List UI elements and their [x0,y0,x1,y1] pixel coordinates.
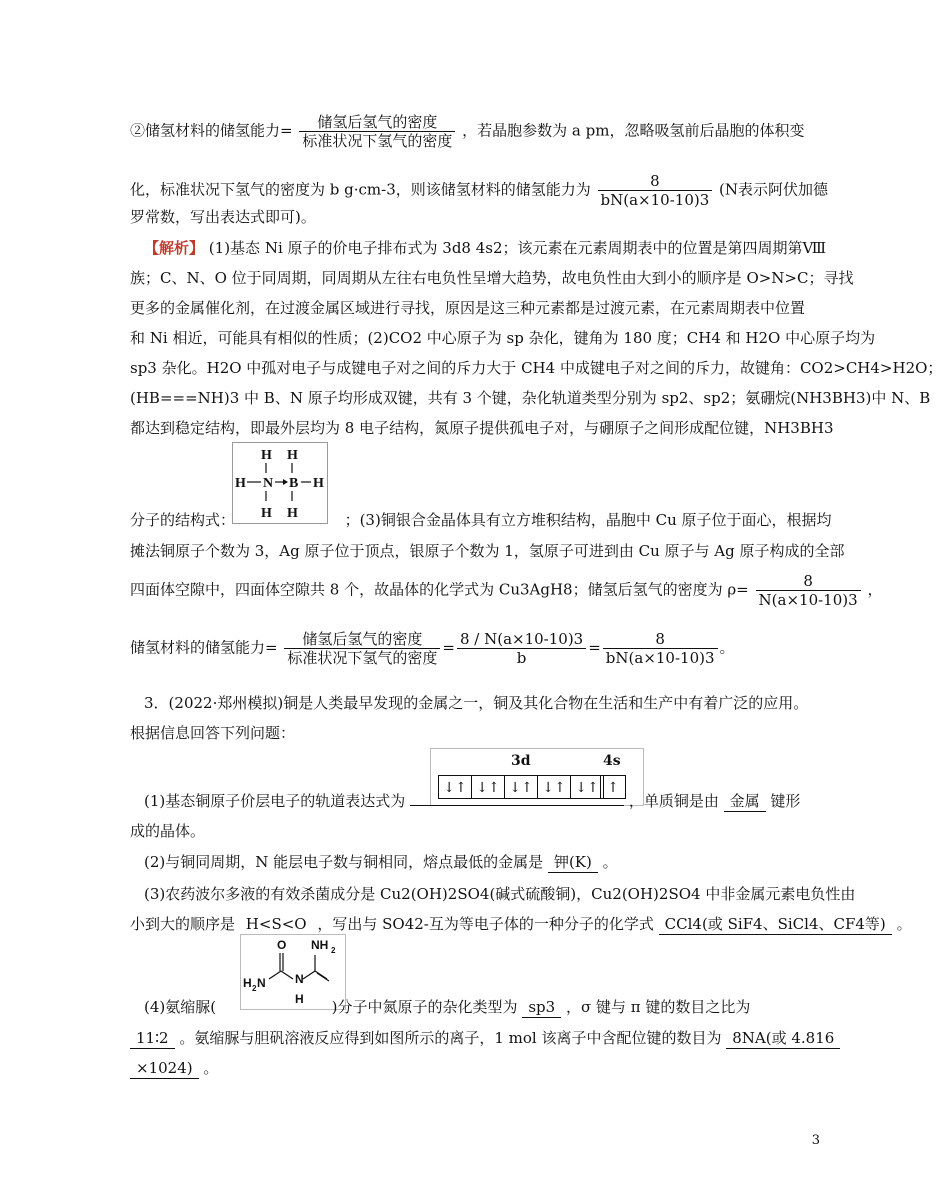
svg-text:H: H [287,448,298,463]
text: = [442,638,455,657]
answer-blank: CCl4(或 SiF4、SiCl4、CF4等) [659,914,892,935]
text: )分子中氮原子的杂化类型为 [331,998,518,1016]
question-3-part-4-cont [130,1028,840,1049]
text: 小到大的顺序是 [130,915,236,933]
svg-text:2: 2 [331,946,336,955]
fraction-capacity-2 [284,630,440,667]
question-3-part-4-cont2 [130,1058,218,1079]
question-3-line-1: 3．(2022·郑州模拟)铜是人类最早发现的金属之一，铜及其化合物在生活和生产中有着广泛的应用。 [144,694,809,712]
numerator: 8 [603,630,718,649]
question-3-part-3-cont [130,914,912,935]
numerator: 8 / N(a×10-10)3 [457,630,586,649]
denominator: b [516,649,527,667]
text: (1)基态铜原子价层电子的轨道表达式为 [144,792,406,810]
numerator: 储氢后氢气的密度 [284,630,440,649]
analysis-tag: 【解析】 [144,239,205,257]
svg-text:H: H [243,976,252,990]
text: ，若晶胞参数为 a pm，忽略吸氢前后晶胞的体积变 [462,121,805,140]
text: 。 [203,1059,219,1077]
para-line-1 [130,113,804,150]
analysis-line-1 [144,238,826,258]
svg-text:O: O [277,938,287,952]
svg-text:H: H [295,992,304,1006]
page-number: 3 [811,1133,820,1148]
text: 。 [719,638,735,657]
orbital-box: ↓↑ [504,775,538,799]
text: 。 [602,853,618,871]
orbital-label-4s: 4s [603,753,621,769]
svg-text:H: H [287,506,298,521]
text: (1)基态 Ni 原子的价电子排布式为 3d8 4s2；该元素在元素周期表中的位置是第四周期第Ⅷ [208,239,827,257]
numerator: 8 [756,572,861,591]
para-line-3: 罗常数，写出表达式即可)。 [130,208,316,226]
denominator: 标准状况下氢气的密度 [287,649,438,667]
text: 分子的结构式： [130,511,236,529]
answer-blank: ×1024) [130,1058,199,1079]
denominator: N(a×10-10)3 [758,591,858,609]
analysis-line-5: sp3 杂化。H2O 中孤对电子与成键电子对之间的斥力大于 CH4 中成键电子对之间的斥力，故键角：CO2>CH4>H2O； [130,359,943,377]
question-3-part-1 [144,791,800,812]
text: (N表示阿伏加德 [719,180,829,199]
svg-text:N: N [295,972,304,986]
svg-text:B: B [289,476,299,491]
svg-text:N: N [257,976,266,990]
text: 。 [896,915,912,933]
text: 。氨缩脲与胆矾溶液反应得到如图所示的离子，1 mol 该离子中含配位键的数目为 [179,1029,722,1047]
svg-text:H: H [261,506,272,521]
svg-text:H: H [235,476,246,491]
orbital-box-4s: ↑ [600,775,626,799]
text: (2)与铜同周期，N 能层电子数与铜相同，熔点最低的金属是 [144,853,544,871]
text: ，单质铜是由 [628,792,719,810]
text: = [588,638,601,657]
fraction-compound [457,630,586,667]
question-3-part-1-cont: 成的晶体。 [130,822,206,840]
analysis-line-7: 都达到稳定结构，即最外层均为 8 电子结构，氮原子提供孤电子对，与硼原子之间形成配位键，NH3BH3 [130,419,834,437]
fraction-answer [598,172,713,209]
fraction-density [756,572,861,609]
question-3-part-3: (3)农药波尔多液的有效杀菌成分是 Cu2(OH)2SO4(碱式硫酸铜)，Cu2(OH)2SO4 中非金属元素电负性由 [144,885,856,903]
text: ， [867,580,883,599]
analysis-line-9: 摊法铜原子个数为 3，Ag 原子位于顶点，银原子个数为 1，氢原子可进到由 Cu 原子与 Ag 原子构成的全部 [130,542,845,560]
answer-blank: 钾(K) [548,852,598,873]
orbital-box: ↓↑ [537,775,571,799]
orbital-box: ↓↑ [471,775,505,799]
svg-text:H: H [261,448,272,463]
text: (4)氨缩脲( [144,998,217,1016]
orbital-box: ↓↑ [438,775,472,799]
text: ②储氢材料的储氢能力= [130,121,293,140]
text: 储氢材料的储氢能力= [130,638,278,657]
answer-blank: sp3 [522,997,561,1018]
answer-blank: H<S<O [240,914,313,935]
text: 四面体空隙中，四面体空隙共 8 个，故晶体的化学式为 Cu3AgH8；储氢后氢气的密度为 ρ= [130,580,749,599]
numerator: 储氢后氢气的密度 [299,113,455,132]
text: ；(3)铜银合金晶体具有立方堆积结构，晶胞中 Cu 原子位于面心，根据均 [344,511,832,529]
svg-text:N: N [263,476,274,491]
svg-text:H: H [313,476,324,491]
analysis-line-2: 族；C、N、O 位于同周期，同周期从左往右电负性呈增大趋势，故电负性由大到小的顺序是 O>N>C；寻找 [130,269,854,287]
orbital-box: ↓↑ [570,775,604,799]
denominator: bN(a×10-10)3 [605,649,715,667]
answer-blank: 11∶2 [130,1028,175,1049]
fraction-capacity [299,113,455,150]
analysis-line-10 [130,572,882,609]
text: ，σ 键与 π 键的数目之比为 [565,998,751,1016]
question-3-part-2 [144,852,618,873]
svg-text:NH: NH [311,938,329,952]
analysis-line-4: 和 Ni 相近，可能具有相似的性质；(2)CO2 中心原子为 sp 杂化，键角为 180 度；CH4 和 H2O 中心原子均为 [130,329,876,347]
text: 化，标准状况下氢气的密度为 b g·cm-3，则该储氢材料的储氢能力为 [130,180,591,199]
fraction-result [603,630,718,667]
denominator: 标准状况下氢气的密度 [302,132,453,150]
answer-blank: 金属 [724,791,766,812]
analysis-line-6: (HB===NH)3 中 B、N 原子均形成双键，共有 3 个键，杂化轨道类型分别为 sp2、sp2；氨硼烷(NH3BH3)中 N、B [130,389,931,407]
denominator: bN(a×10-10)3 [600,191,710,209]
analysis-line-3: 更多的金属催化剂，在过渡金属区域进行寻找，原因是这三种元素都是过渡元素，在元素周期表中位置 [130,299,806,317]
svg-text:2: 2 [252,984,257,993]
para-line-2 [130,172,828,209]
orbital-label-3d: 3d [511,753,531,769]
analysis-line-11 [130,630,735,667]
question-3-line-2: 根据信息回答下列问题： [130,724,296,742]
text: 键形 [770,792,801,810]
answer-blank: 8NA(或 4.816 [726,1028,840,1049]
text: ，写出与 SO42-互为等电子体的一种分子的化学式 [317,915,654,933]
analysis-line-8 [130,510,832,530]
question-3-part-4 [144,997,750,1018]
numerator: 8 [598,172,713,191]
